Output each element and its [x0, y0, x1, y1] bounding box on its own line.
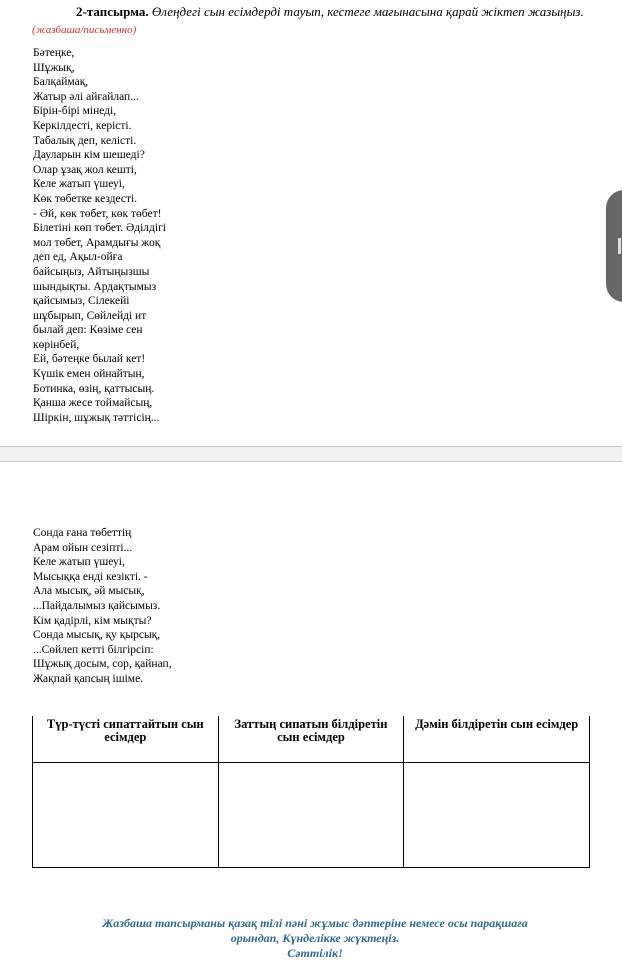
poem-line: қайсымыз, Сілекейі — [33, 295, 130, 308]
poem-line: Келе жатып үшеуі, — [33, 556, 125, 569]
poem-line: Жатыр әлі айғайлап... — [33, 90, 139, 103]
poem-line: Балқаймақ, — [33, 76, 89, 89]
footer-line: орындап, Күнделікке жүктеңіз. — [230, 931, 400, 945]
poem-line: мол төбет, Арамдығы жоқ — [33, 236, 161, 249]
poem-line: Көк төбетке кездесті. — [33, 192, 138, 205]
table-header-property: Заттың сипатын білдіретін сын есімдер — [218, 716, 404, 762]
poem-line: Келе жатып үшеуі, — [33, 178, 125, 191]
poem-line: Ала мысық, әй мысық, — [33, 585, 145, 598]
poem-line: шұбырып, Сөйлейді ит — [33, 309, 147, 322]
poem-line: Табалық деп, келісті. — [33, 134, 137, 147]
poem-line: Бірін-бірі мінеді, — [33, 105, 117, 118]
poem-line: Сонда ғана төбеттің — [33, 527, 132, 539]
task-title: 2-тапсырма. — [76, 4, 149, 19]
task-header — [32, 4, 592, 38]
poem-line: көрінбей, — [33, 338, 80, 351]
poem-line: Ей, бәтеңке былай кет! — [33, 353, 146, 366]
poem-line: байсыңыз, Айтыңызшы — [33, 265, 150, 278]
footer-note — [40, 916, 590, 961]
classification-table — [32, 716, 590, 868]
poem-part-1 — [33, 46, 166, 425]
footer-line: Сәттілік! — [287, 946, 343, 960]
table-header-taste: Дәмін білдіретін сын есімдер — [404, 716, 590, 762]
poem-line: Олар ұзақ жол кешті, — [33, 163, 137, 176]
poem-line: - Әй, көк төбет, көк төбет! — [33, 207, 162, 220]
poem-line: шындықты. Ардақтымыз — [33, 280, 157, 293]
poem-line: Қанша жесе тоймайсың, — [33, 397, 153, 410]
poem-line: Дауларын кім шешеді? — [33, 149, 145, 162]
poem-part-2 — [33, 526, 172, 687]
answer-cell-taste[interactable] — [404, 762, 590, 868]
poem-line: ...Пайдалымыз қайсымыз. — [33, 599, 161, 612]
answer-cell-color[interactable] — [33, 762, 219, 868]
poem-line: Жақпай қапсың ішіме. — [33, 672, 144, 685]
poem-line: Шұжық, — [33, 61, 75, 74]
poem-line: Бәтеңке, — [33, 47, 75, 59]
poem-line: Күшік емен ойнайтын, — [33, 368, 145, 381]
poem-line: Мысыққа енді кезікті. - — [33, 570, 148, 583]
poem-line: Білетіні көп төбет. Әділдігі — [33, 222, 166, 235]
task-instruction: Өлеңдегі сын есімдерді тауып, кестеге мағынасына қарай жіктеп жазыңыз. — [148, 4, 584, 19]
poem-line: Кім қадірлі, кім мықты? — [33, 614, 152, 627]
poem-line: Арам ойын сезіпті... — [33, 541, 133, 554]
poem-line: Шұжық досым, сор, қайнап, — [33, 658, 172, 671]
poem-line: Ботинка, өзің, қаттысың. — [33, 382, 155, 395]
poem-line: деп ед, Ақыл-ойға — [33, 251, 123, 264]
poem-line: былай деп: Көзіме сен — [33, 324, 143, 337]
page-divider — [0, 446, 622, 462]
poem-line: Шіркін, шұжық тәттісің... — [33, 411, 160, 424]
answer-cell-property[interactable] — [218, 762, 404, 868]
task-note: (жазбаша/письменно) — [32, 24, 137, 36]
table-answer-row — [33, 762, 590, 868]
side-tab-icon — [618, 238, 621, 254]
poem-line: Керкілдесті, керісті. — [33, 119, 132, 132]
poem-line: ...Сөйлеп кетті білгірсіп: — [33, 643, 154, 656]
poem-line: Сонда мысық, қу қырсық, — [33, 629, 161, 642]
footer-line: Жазбаша тапсырманы қазақ тілі пәні жұмыс дәптеріне немесе осы парақшаға — [102, 916, 528, 930]
table-header-color: Түр-түсті сипаттайтын сын есімдер — [33, 716, 219, 762]
side-panel-tab[interactable] — [606, 190, 622, 302]
table-header-row — [33, 716, 590, 762]
